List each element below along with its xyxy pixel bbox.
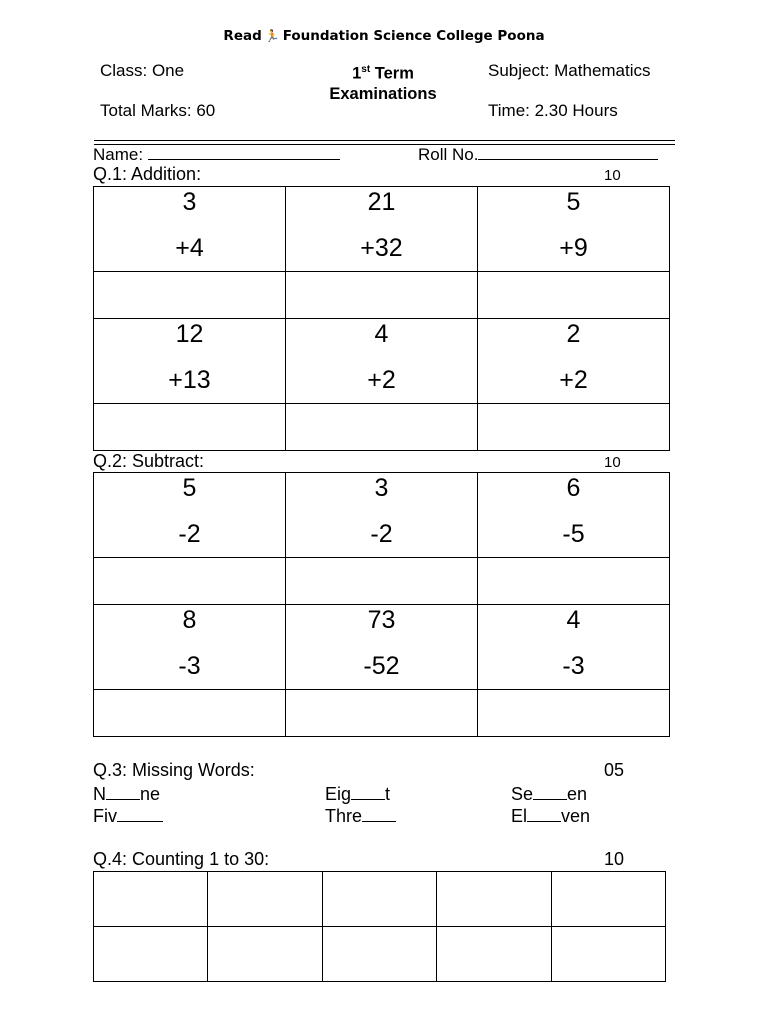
name-field[interactable]: Name: — [93, 145, 340, 165]
answer-cell[interactable] — [286, 272, 478, 319]
count-cell[interactable] — [208, 872, 322, 927]
count-cell[interactable] — [322, 872, 436, 927]
problem-cell: 8 -3 — [94, 605, 286, 690]
count-cell[interactable] — [208, 927, 322, 982]
count-cell[interactable] — [551, 872, 665, 927]
answer-cell[interactable] — [94, 272, 286, 319]
subject-label: Subject: Mathematics — [488, 61, 651, 80]
answer-cell[interactable] — [94, 690, 286, 737]
q4-marks: 10 — [604, 849, 625, 869]
problem-cell: 5 +9 — [478, 187, 670, 272]
answer-cell[interactable] — [478, 404, 670, 451]
answer-cell[interactable] — [286, 404, 478, 451]
q3-title: Q.3: Missing Words: — [93, 760, 255, 780]
runner-logo-icon: 🏃 — [264, 29, 280, 43]
roll-blank[interactable] — [478, 145, 658, 160]
problem-cell: 3 -2 — [286, 473, 478, 558]
missing-word-1[interactable]: N ne — [93, 784, 161, 804]
name-blank[interactable] — [148, 145, 340, 160]
answer-cell[interactable] — [94, 404, 286, 451]
count-cell[interactable] — [437, 872, 551, 927]
count-cell[interactable] — [551, 927, 665, 982]
q4-title: Q.4: Counting 1 to 30: — [93, 849, 270, 869]
missing-word-3[interactable]: Se en — [511, 784, 588, 804]
q3-marks: 05 — [604, 760, 625, 780]
count-cell[interactable] — [437, 927, 551, 982]
q2-title: Q.2: Subtract: — [93, 451, 205, 471]
term-title: 1st Term Examinations — [329, 64, 437, 103]
problem-cell: 4 +2 — [286, 319, 478, 404]
missing-word-4[interactable]: Fiv — [93, 805, 163, 827]
answer-cell[interactable] — [478, 690, 670, 737]
count-cell[interactable] — [94, 872, 208, 927]
answer-cell[interactable] — [478, 272, 670, 319]
subtraction-table — [93, 472, 670, 737]
problem-cell: 73 -52 — [286, 605, 478, 690]
school-name: Read 🏃 Foundation Science College Poona — [223, 28, 545, 44]
counting-table — [93, 871, 666, 982]
answer-cell[interactable] — [286, 558, 478, 605]
count-cell[interactable] — [94, 927, 208, 982]
problem-cell: 5 -2 — [94, 473, 286, 558]
missing-word-2[interactable]: Eig t — [325, 784, 391, 804]
missing-word-6[interactable]: El ven — [511, 806, 591, 826]
total-marks-label: Total Marks: 60 — [100, 101, 216, 120]
q1-title: Q.1: Addition: — [93, 164, 202, 184]
problem-cell: 3 +4 — [94, 187, 286, 272]
problem-cell: 2 +2 — [478, 319, 670, 404]
problem-cell: 21 +32 — [286, 187, 478, 272]
missing-word-5[interactable]: Thre — [325, 805, 396, 827]
roll-field[interactable]: Roll No. — [418, 145, 658, 165]
problem-cell: 6 -5 — [478, 473, 670, 558]
count-cell[interactable] — [322, 927, 436, 982]
answer-cell[interactable] — [286, 690, 478, 737]
q2-marks: 10 — [604, 454, 621, 471]
problem-cell: 12 +13 — [94, 319, 286, 404]
class-label: Class: One — [100, 61, 185, 80]
header-divider — [94, 140, 675, 141]
answer-cell[interactable] — [94, 558, 286, 605]
time-label: Time: 2.30 Hours — [488, 101, 618, 120]
addition-table — [93, 186, 670, 451]
problem-cell: 4 -3 — [478, 605, 670, 690]
q1-marks: 10 — [604, 167, 621, 184]
answer-cell[interactable] — [478, 558, 670, 605]
